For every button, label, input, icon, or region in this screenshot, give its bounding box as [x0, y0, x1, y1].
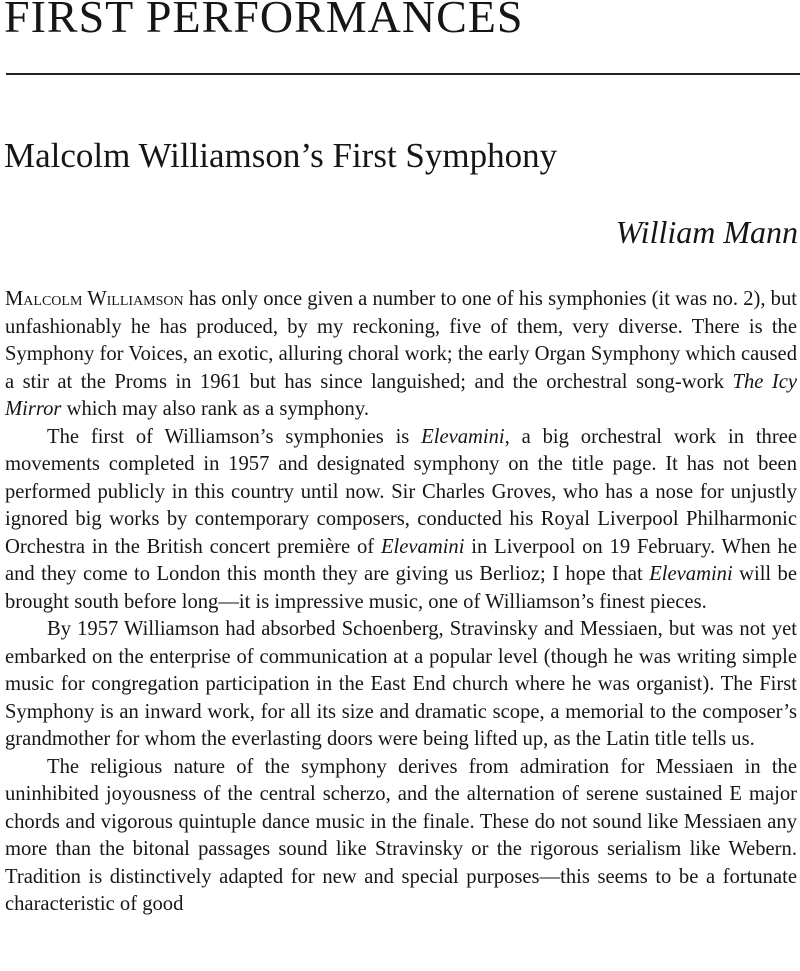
header-rule [6, 73, 800, 75]
paragraph-2 [5, 424, 797, 617]
article-title: Malcolm Williamson’s First Symphony [4, 136, 558, 175]
paragraph-3: By 1957 Williamson had absorbed Schoenberg, Stravinsky and Messiaen, but was not yet embarked on the enterprise of communication at a popular level (though he was writing simple music for congregation participation in the East End church where he was organist). The First Symphony is an inward work, for all its size and dramatic scope, a memorial to the composer’s grandmother for whom the everlasting doors were being lifted up, as the Latin title tells us. [5, 618, 797, 750]
paragraph-1-text-a: has only once given a number to one of his symphonies (it was no. 2), but unfashionably he has produced, by my reckoning, five of them, very diverse. There is the Symphony for Voices, an exotic, alluring choral work; the early Organ Symphony which caused a stir at the Proms in 1961 but has since languished; and the orchestral song-work [5, 288, 797, 393]
work-title-elevamini: Elevamini [421, 425, 505, 448]
paragraph-2-text-b: , a big orchestral work in three movements completed in 1957 and designated symphony on the title page. It has not been performed publicly in this country until now. Sir Charles Groves, who has a nose for unjustly ignored big works by contemporary composers, conducted his Royal Liverpool Philharmonic Orchestra in the British concert première of [5, 425, 797, 558]
paragraph-2-text-d: will be brought south before long—it is impressive music, one of Williamson’s finest pieces. [5, 563, 797, 613]
lead-in-name: Malcolm Williamson [5, 288, 184, 310]
paragraph-1-text-b: which may also rank as a symphony. [61, 398, 369, 420]
work-title-icy-mirror: The Icy Mirror [5, 370, 797, 420]
paragraph-1 [5, 286, 797, 424]
paragraph-4: The religious nature of the symphony derives from admiration for Messiaen in the uninhibited joyousness of the central scherzo, and the alternation of serene sustained E major chords and vigorous quintuple dance music in the finale. These do not sound like Messiaen any more than the bitonal passages sound like Stravinsky or the rigorous serialism like Webern. Tradition is distinctively adapted for new and special purposes—this seems to be a fortunate characteristic of good [5, 755, 797, 915]
section-header: FIRST PERFORMANCES [4, 0, 524, 42]
article-body [5, 286, 797, 919]
paragraph-2-text-a: The first of Williamson’s symphonies is [47, 425, 422, 448]
article-author: William Mann [615, 214, 798, 250]
work-title-elevamini: Elevamini [649, 563, 733, 585]
paragraph-2-text-c: in Liverpool on 19 February. When he and they come to London this month they are giving us Berlioz; I hope that [5, 535, 797, 585]
work-title-elevamini: Elevamini [380, 535, 465, 558]
